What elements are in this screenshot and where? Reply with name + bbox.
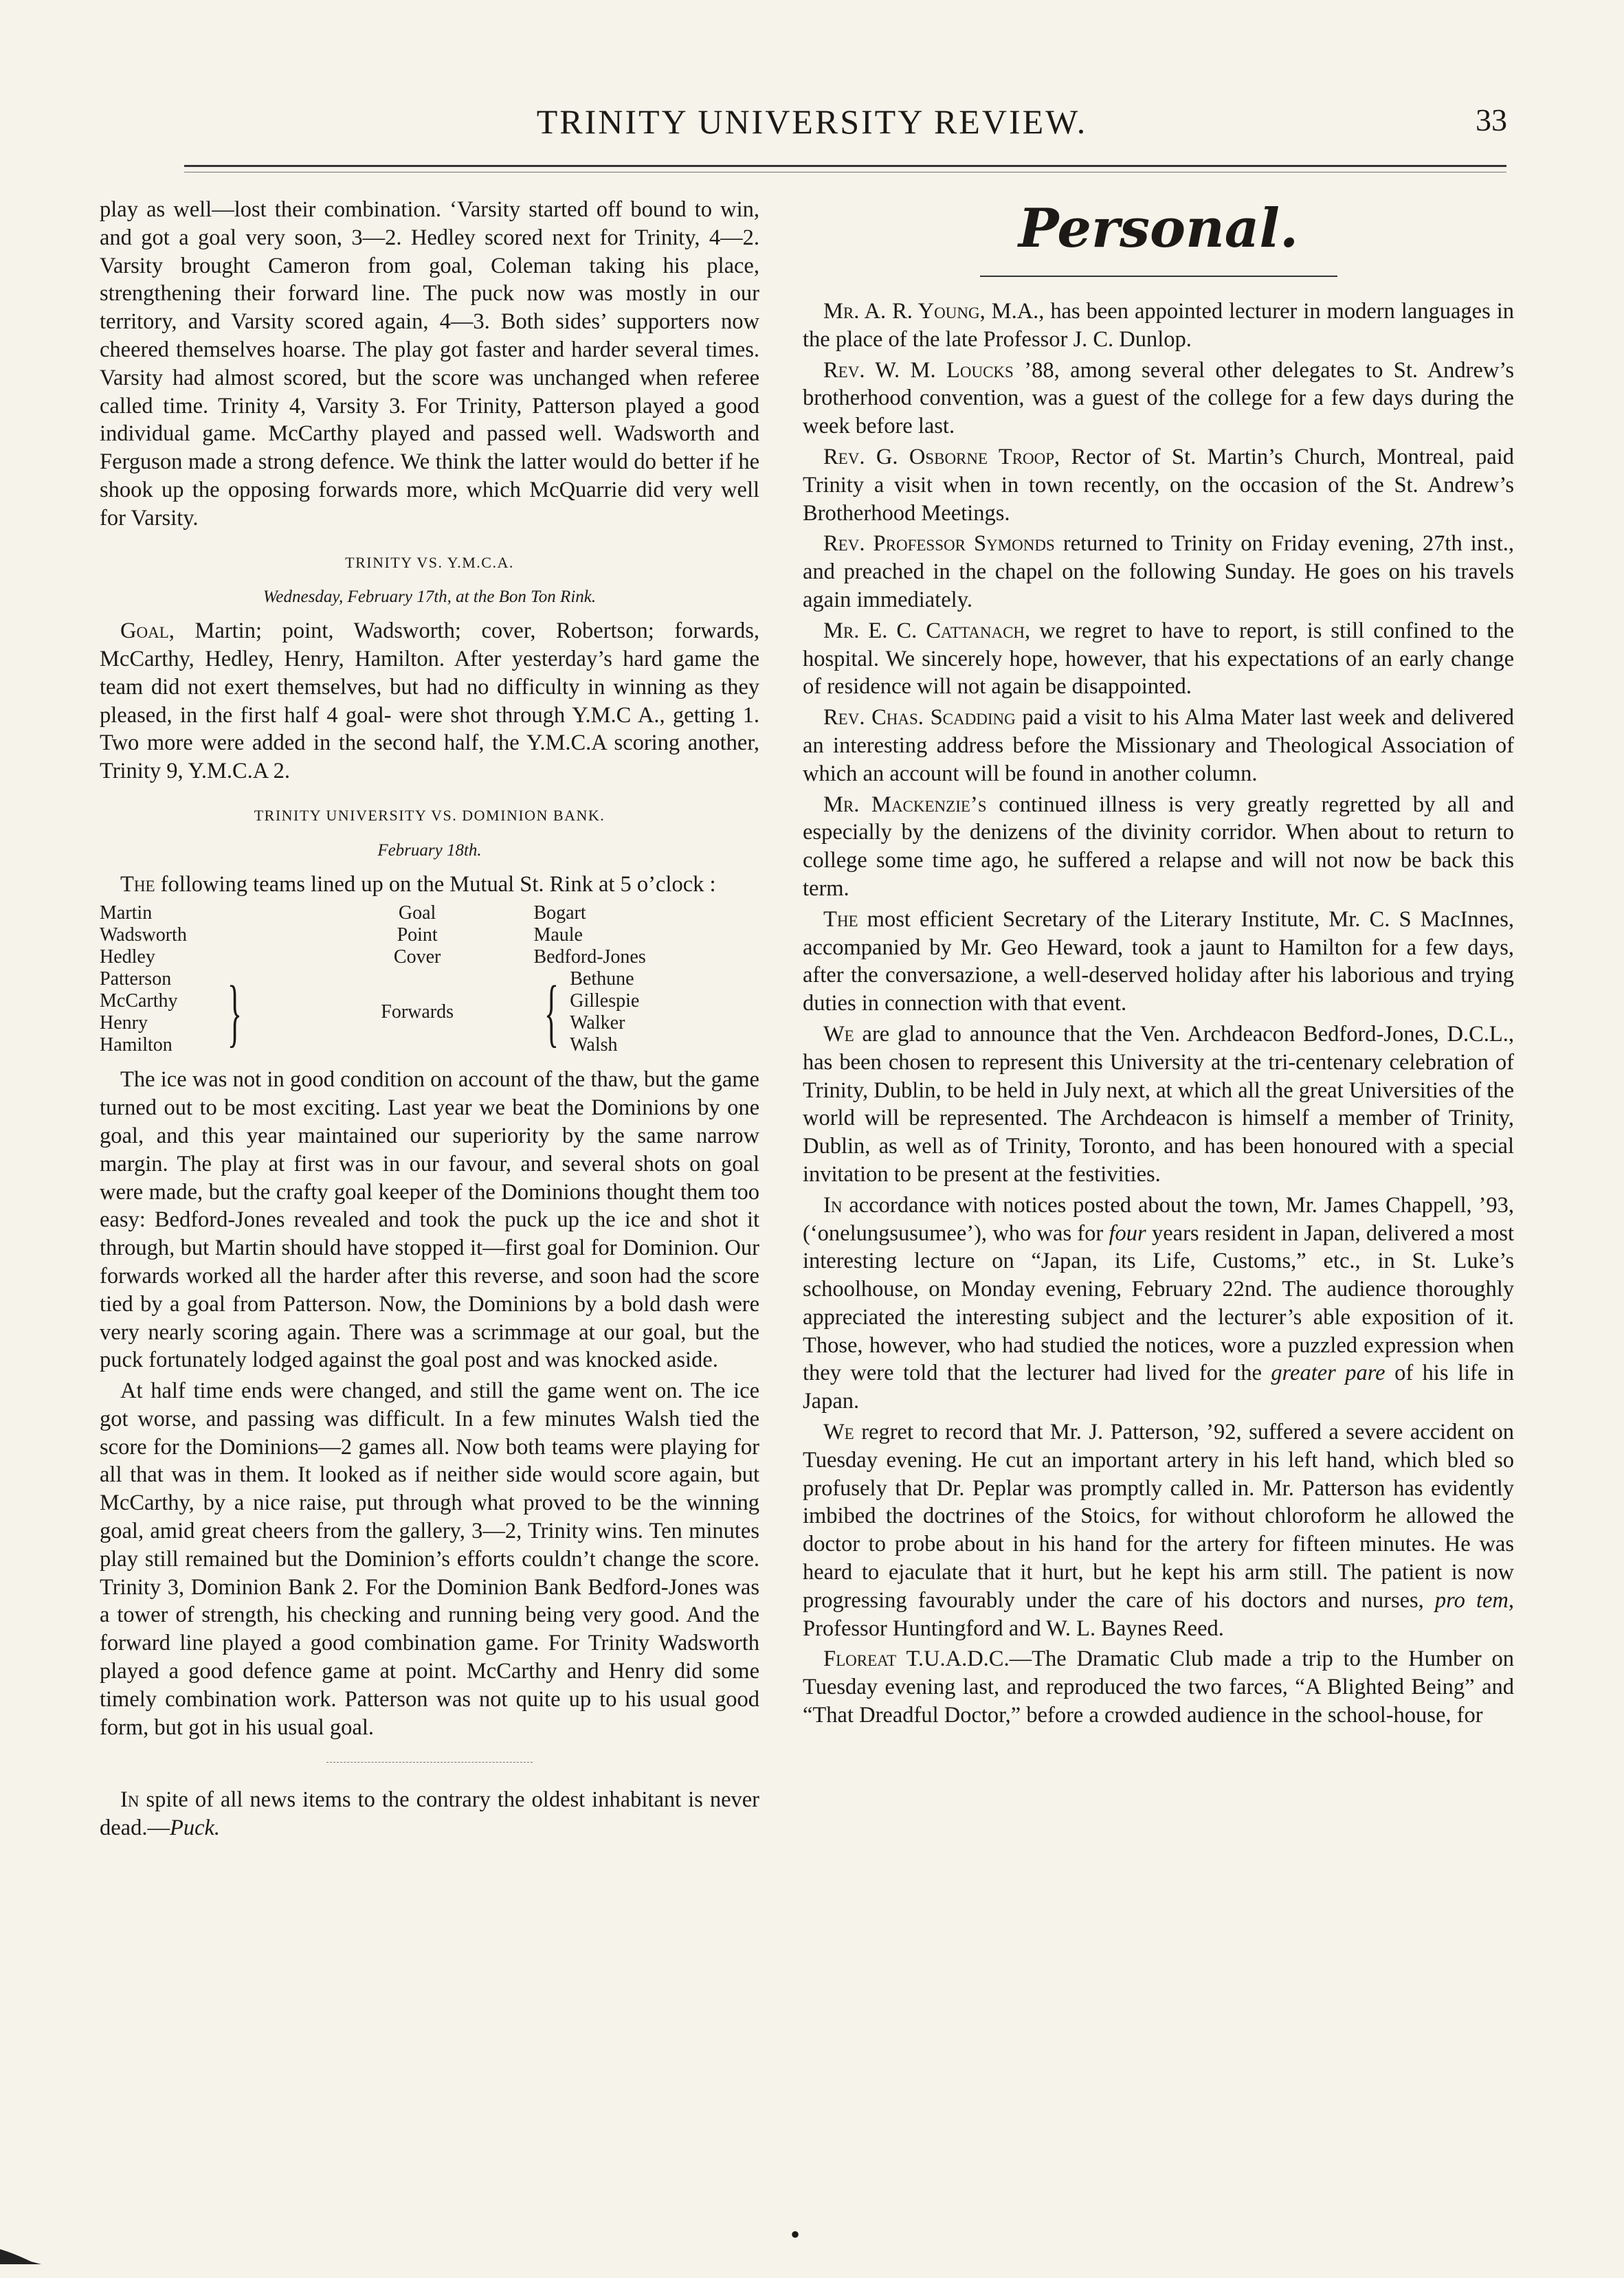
personal-item bbox=[803, 530, 1514, 614]
personal-item-body: accordance with notices posted about the town, Mr. James Chappell, ’93, (‘onelungsusumee’), who was for bbox=[803, 1192, 1514, 1246]
page-header-title: TRINITY UNIVERSITY REVIEW. bbox=[536, 102, 1088, 141]
personal-item bbox=[803, 1192, 1514, 1416]
filler-quote-lead: In bbox=[120, 1787, 140, 1813]
personal-item bbox=[803, 1020, 1514, 1189]
lineup-forward-name: Walker bbox=[570, 1012, 625, 1034]
personal-item-body: of his life in Japan. bbox=[803, 1361, 1515, 1414]
team-lineup-table bbox=[100, 902, 704, 1056]
section-divider bbox=[326, 1762, 533, 1763]
personal-item bbox=[803, 791, 1514, 903]
ymca-report-lead: Goal, bbox=[120, 618, 175, 644]
dominion-report-first-half: The ice was not in good condition on account of the thaw, but the game turned out to be most exciting. Last year we beat the Dominions by one goal, and this year maintained our superiority by the same narrow margin. The play at first was in our favour, and several shots on goal were made, but the crafty goal keeper of the Dominions thought them too easy: Bedford-Jones revealed and took the puck up the ice and shot it through, but Martin should have stopped it—first goal for Dominion. Our forwards worked all the harder after this reverse, and soon had the score tied by a goal from Patterson. Now, the Dominions by a bold dash were very nearly scoring again. There was a scrimmage at our goal, but the puck fortunately lodged against the goal post and was knocked aside. bbox=[100, 1067, 759, 1373]
personal-item-body: ’88, among several other delegates to St. Andrew’s brotherhood convention, was a guest of the college for a few days during the week before last. bbox=[803, 357, 1514, 439]
personal-item-lead: Rev. Chas. Scadding bbox=[823, 705, 1016, 730]
personal-item-body: returned to Trinity on Friday evening, 27th inst., and preached in the chapel on the following Sunday. He goes on his travels again immediately. bbox=[803, 531, 1514, 612]
personal-item-lead: The bbox=[823, 906, 858, 932]
lineup-forward-name: Patterson bbox=[100, 968, 172, 990]
personal-item-body: M.A., has been appointed lecturer in modern languages in the place of the late Professor J. C. Dunlop. bbox=[803, 299, 1515, 352]
lineup-position-forwards: Forwards bbox=[381, 1001, 454, 1023]
ymca-report-body: Martin; point, Wadsworth; cover, Robertson; forwards, McCarthy, Hedley, Henry, Hamilton. After yesterday’s hard game the team did not exert themselves, but had no difficulty in winning as they pleased, in the first half 4 goal- were shot through Y.M.C A., getting 1. Two more were added in the second half, the Y.M.C.A scoring another, Trinity 9, Y.M.C.A 2. bbox=[100, 618, 759, 784]
section-heading-dominion: TRINITY UNIVERSITY VS. DOMINION BANK. bbox=[254, 806, 605, 824]
personal-item bbox=[803, 1645, 1514, 1729]
left-brace-glyph: { bbox=[544, 970, 559, 1055]
personal-item-body: we regret to have to report, is still confined to the hospital. We sincerely hope, however, that his expectations of an early change of residence will not again be disappointed. bbox=[803, 618, 1514, 700]
lineup-forward-name: Walsh bbox=[570, 1034, 618, 1056]
left-column bbox=[100, 196, 759, 1845]
personal-item-lead: Mr. E. C. Cattanach, bbox=[823, 618, 1031, 643]
lineup-forward-name: Gillespie bbox=[570, 990, 640, 1012]
lineup-trinity-cover: Hedley bbox=[100, 946, 155, 968]
lineup-forward-name: Bethune bbox=[570, 968, 634, 990]
personal-item-emphasis: four bbox=[1109, 1220, 1146, 1246]
lineup-row bbox=[100, 902, 704, 924]
header-rule bbox=[184, 165, 1506, 167]
personal-item bbox=[803, 443, 1514, 527]
right-column bbox=[803, 196, 1514, 1732]
personal-item-lead: In bbox=[823, 1192, 843, 1218]
lineup-position-point: Point bbox=[397, 924, 438, 946]
filler-quote-source: Puck. bbox=[169, 1816, 221, 1841]
personal-section-heading: Personal. bbox=[1018, 197, 1299, 260]
personal-item-lead: Rev. G. Osborne Troop, bbox=[823, 444, 1060, 469]
lineup-trinity-point: Wadsworth bbox=[100, 924, 187, 946]
lineup-trinity-forwards bbox=[100, 968, 305, 1056]
hockey-report-continued: play as well—lost their combination. ‘Varsity started off bound to win, and got a goal very soon, 3—2. Hedley scored next for Trinity, 4—2. Varsity brought Cameron from goal, Coleman taking his place, strengthening their forward line. The puck now was mostly in our territory, and Varsity scored again, 4—3. Both sides’ supporters now cheered themselves hoarse. The play got faster and harder several times. Varsity had almost scored, but the score was unchanged when referee called time. Trinity 4, Varsity 3. For Trinity, Patterson played a good individual game. McCarthy played and passed well. Wadsworth and Ferguson made a strong defence. We think the latter would do better if he shook up the opposing forwards more, which McQuarrie did very well for Varsity. bbox=[100, 197, 759, 531]
lineup-position-cover: Cover bbox=[393, 946, 441, 968]
lineup-row bbox=[100, 924, 704, 946]
personal-item bbox=[803, 617, 1514, 701]
ymca-report bbox=[100, 617, 759, 785]
print-mark: • bbox=[790, 2219, 801, 2250]
personal-item-body: paid a visit to his Alma Mater last week and delivered an interesting address before the Missionary and Theological Association of which an account will be found in another column. bbox=[803, 705, 1514, 786]
section-subheading-dominion: February 18th. bbox=[377, 840, 482, 860]
personal-item bbox=[803, 357, 1514, 440]
personal-item bbox=[803, 298, 1514, 354]
personal-item-body: regret to record that Mr. J. Patterson, ’92, suffered a severe accident on Tuesday evening. He cut an important artery in his left hand, which bled so profusely that Dr. Peplar was promptly called in. Mr. Patterson has evidently imbibed the doctrines of the Stoics, for without chloroform he allowed the doctor to probe about in his hand for the artery for fifteen minutes. He was heard to ejaculate that it hurt, but he kept his arm still. The patient is now progressing favourably under the care of his doctors and nurses, bbox=[803, 1420, 1514, 1613]
personal-item-body: years resident in Japan, delivered a most interesting lecture on “Japan, its Life, Customs,” etc., in St. Luke’s schoolhouse, on Monday evening, February 22nd. The audience thoroughly appreciated the interesting subject and the lecturer’s able exposition of it. Those, however, who had studied the notices, wore a puzzled expression when they were told that the lecturer had lived for the bbox=[803, 1220, 1514, 1386]
page-number: 33 bbox=[1476, 102, 1507, 137]
personal-item-body: Rector of St. Martin’s Church, Montreal, paid Trinity a visit when in town recently, on the occasion of the St. Andrew’s Brotherhood Meetings. bbox=[803, 444, 1514, 526]
section-heading-ymca: TRINITY VS. Y.M.C.A. bbox=[345, 553, 514, 571]
personal-item-lead: We bbox=[823, 1021, 854, 1047]
dominion-report-second-half: At half time ends were changed, and still the game went on. The ice got worse, and passing was difficult. In a few minutes Walsh tied the score for the Dominions—2 games all. Now both teams were playing for all that was in them. It looked as if neither side would score again, but McCarthy, by a nice raise, put through what proved to be the winning goal, amid great cheers from the gallery, 3—2, Trinity wins. Ten minutes play still remained but the Dominion’s efforts couldn’t change the score. Trinity 3, Dominion Bank 2. For the Dominion Bank Bedford-Jones was a tower of strength, his checking and running being very good. And the forward line played a good combination game. For Trinity Wadsworth played a good defence game at point. McCarthy and Henry did some timely combination work. Patterson was not quite up to his usual good form, but got in his usual goal. bbox=[100, 1378, 759, 1740]
personal-item bbox=[803, 906, 1514, 1018]
personal-item-body: Professor Huntingford and W. L. Baynes Reed. bbox=[803, 1616, 1224, 1641]
dominion-intro-lead: The bbox=[120, 871, 155, 897]
personal-item-lead: Rev. W. M. Loucks bbox=[823, 357, 1014, 383]
personal-item-body: are glad to announce that the Ven. Archdeacon Bedford-Jones, D.C.L., has been chosen to represent this University at the tri-centenary celebration of Trinity, Dublin, to be held in July next, at which all the great Universities of the world will be represented. The Archdeacon is himself a member of Trinity, Dublin, as well as of Trinity, Toronto, and has been honoured with a special invitation to be present at the festivities. bbox=[803, 1021, 1514, 1187]
filler-quote bbox=[100, 1786, 759, 1842]
filler-quote-body: spite of all news items to the contrary the oldest inhabitant is never dead.— bbox=[100, 1787, 759, 1841]
lineup-forward-name: McCarthy bbox=[100, 990, 178, 1012]
heading-rule bbox=[980, 276, 1337, 277]
lineup-position-goal: Goal bbox=[398, 902, 436, 924]
lineup-trinity-goal: Martin bbox=[100, 902, 153, 924]
personal-item-lead: Mr. Mackenzie’s bbox=[823, 792, 987, 817]
personal-item bbox=[803, 1418, 1514, 1642]
lineup-dominion-forwards bbox=[529, 968, 704, 1056]
personal-item-lead: Mr. A. R. Young, bbox=[823, 299, 986, 324]
ink-smudge-mark bbox=[0, 2244, 41, 2264]
personal-item-body: continued illness is very greatly regretted by all and especially by the denizens of the divinity corridor. When about to return to college some time ago, he suffered a relapse and will not now be back this term. bbox=[803, 792, 1514, 901]
dominion-intro bbox=[100, 871, 759, 899]
personal-item-lead: Floreat bbox=[823, 1646, 897, 1672]
section-subheading-ymca: Wednesday, February 17th, at the Bon Ton Rink. bbox=[263, 588, 597, 607]
lineup-dominion-cover: Bedford-Jones bbox=[533, 946, 646, 968]
personal-item bbox=[803, 704, 1514, 788]
personal-item-body: most efficient Secretary of the Literary Institute, Mr. C. S MacInnes, accompanied by Mr. Geo Heward, took a jaunt to Hamilton for a few days, after the conversazione, a well-deserved holiday after his laborious and trying duties in connection with that event. bbox=[803, 906, 1514, 1016]
personal-item-body: T.U.A.D.C.—The Dramatic Club made a trip to the Humber on Tuesday evening last, and reproduced the two farces, “A Blighted Being” and “That Dreadful Doctor,” before a crowded audience in the school-house, for bbox=[803, 1646, 1514, 1728]
personal-item-lead: We bbox=[823, 1420, 854, 1445]
personal-item-lead: Rev. Professor Symonds bbox=[823, 531, 1055, 557]
personal-item-emphasis: pro tem, bbox=[1434, 1587, 1514, 1613]
lineup-row-forwards bbox=[100, 968, 704, 1056]
right-brace-glyph: } bbox=[227, 970, 242, 1055]
lineup-row bbox=[100, 946, 704, 968]
lineup-forward-name: Henry bbox=[100, 1012, 148, 1034]
lineup-forward-name: Hamilton bbox=[100, 1034, 173, 1056]
personal-item-emphasis: greater pare bbox=[1271, 1361, 1386, 1386]
lineup-dominion-goal: Bogart bbox=[533, 902, 586, 924]
lineup-dominion-point: Maule bbox=[533, 924, 583, 946]
dominion-intro-body: following teams lined up on the Mutual St. Rink at 5 o’clock : bbox=[155, 871, 716, 897]
